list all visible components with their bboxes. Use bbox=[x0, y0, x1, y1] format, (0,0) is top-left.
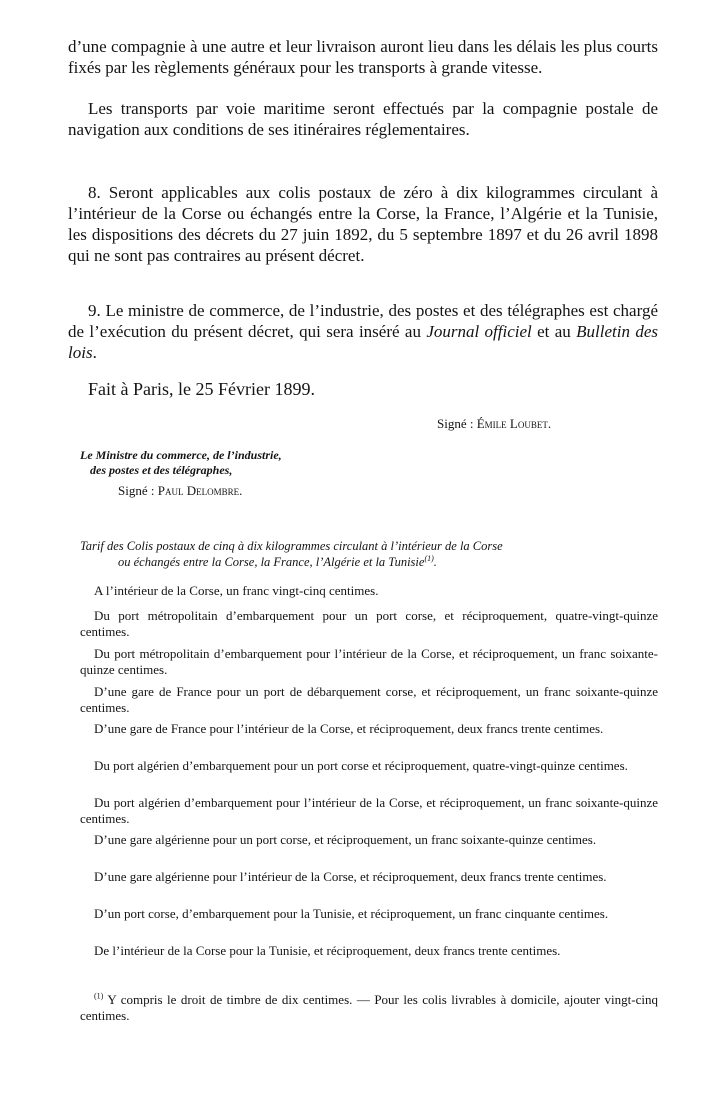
footnote-mark: (1) bbox=[94, 991, 104, 1001]
journal-officiel-title: Journal officiel bbox=[426, 322, 532, 341]
tariff-item: Du port algérien d’embarquement pour un port corse et réciproquement, quatre-vingt-quinze centimes. bbox=[94, 758, 628, 773]
tariff-title-text: ou échangés entre la Corse, la France, l’Algérie et la Tunisie bbox=[118, 555, 425, 569]
continuation-paragraph: d’une compagnie à une autre et leur livraison auront lieu dans les délais les plus courts fixés par les règlements généraux pour les transports à grande vitesse. bbox=[68, 37, 658, 77]
tariff-item: Du port algérien d’embarquement pour l’intérieur de la Corse, et réciproquement, un franc soixante-quinze centimes. bbox=[80, 795, 658, 826]
done-at-line: Fait à Paris, le 25 Février 1899. bbox=[88, 379, 315, 399]
tariff-item: Du port métropolitain d’embarquement pour l’intérieur de la Corse, et réciproquement, un franc soixante-quinze centimes. bbox=[80, 646, 658, 677]
tariff-item: D’une gare algérienne pour un port corse, et réciproquement, un franc soixante-quinze centimes. bbox=[94, 832, 597, 847]
signature-name: Émile Loubet. bbox=[476, 416, 552, 431]
footnote bbox=[80, 992, 658, 1024]
minister-signature-name: Paul Delombre. bbox=[157, 483, 243, 498]
tariff-item: D’un port corse, d’embarquement pour la Tunisie, et réciproquement, un franc cinquante centimes. bbox=[94, 906, 609, 921]
maritime-paragraph: Les transports par voie maritime seront effectués par la compagnie postale de navigation aux conditions de ses itinéraires réglementaires. bbox=[68, 99, 658, 139]
tariff-title-line-2 bbox=[118, 555, 437, 570]
bulletin-des-lois-title: Bulletin des lois bbox=[68, 322, 658, 362]
minister-title-line-2: des postes et des télégraphes, bbox=[90, 463, 233, 477]
tariff-item: De l’intérieur de la Corse pour la Tunisie, et réciproquement, deux francs trente centimes. bbox=[94, 943, 561, 958]
tariff-item: D’une gare de France pour un port de débarquement corse, et réciproquement, un franc soixante-quinze centimes. bbox=[80, 684, 658, 715]
tariff-title-line-1: Tarif des Colis postaux de cinq à dix kilogrammes circulant à l’intérieur de la Corse bbox=[80, 539, 503, 553]
footnote-reference: (1) bbox=[424, 553, 434, 563]
article-9-paragraph bbox=[68, 300, 658, 363]
tariff-item: Du port métropolitain d’embarquement pour un port corse, et réciproquement, quatre-vingt-quinze centimes. bbox=[80, 608, 658, 639]
tariff-item: D’une gare algérienne pour l’intérieur de la Corse, et réciproquement, deux francs trente centimes. bbox=[94, 869, 607, 884]
article-9-middle: et au bbox=[531, 322, 577, 341]
minister-title-line-1: Le Ministre du commerce, de l’industrie, bbox=[80, 448, 282, 462]
tariff-item: A l’intérieur de la Corse, un franc vingt-cinq centimes. bbox=[94, 583, 379, 598]
president-signature bbox=[437, 416, 551, 432]
minister-signature-label: Signé : bbox=[118, 483, 158, 498]
signature-label: Signé : bbox=[437, 416, 477, 431]
tariff-title-period: . bbox=[433, 555, 437, 569]
article-9-end: . bbox=[92, 343, 97, 362]
article-9-text: 9. Le ministre de commerce, de l’industrie, des postes et des télégraphes est chargé de l’exécution du présent décret, qui sera inséré au bbox=[68, 301, 658, 341]
article-8-paragraph: 8. Seront applicables aux colis postaux de zéro à dix kilogrammes circulant à l’intérieur de la Corse ou échangés entre la Corse, la France, l’Algérie et la Tunisie, les dispositions des décrets du 27 juin 1892, du 5 septembre 1897 et du 26 avril 1898 qui ne sont pas contraires au présent décret. bbox=[68, 183, 658, 265]
footnote-text: Y compris le droit de timbre de dix centimes. — Pour les colis livrables à domicile, ajouter vingt-cinq centimes. bbox=[80, 992, 658, 1023]
minister-signature bbox=[118, 483, 242, 499]
tariff-item: D’une gare de France pour l’intérieur de la Corse, et réciproquement, deux francs trente centimes. bbox=[94, 721, 604, 736]
